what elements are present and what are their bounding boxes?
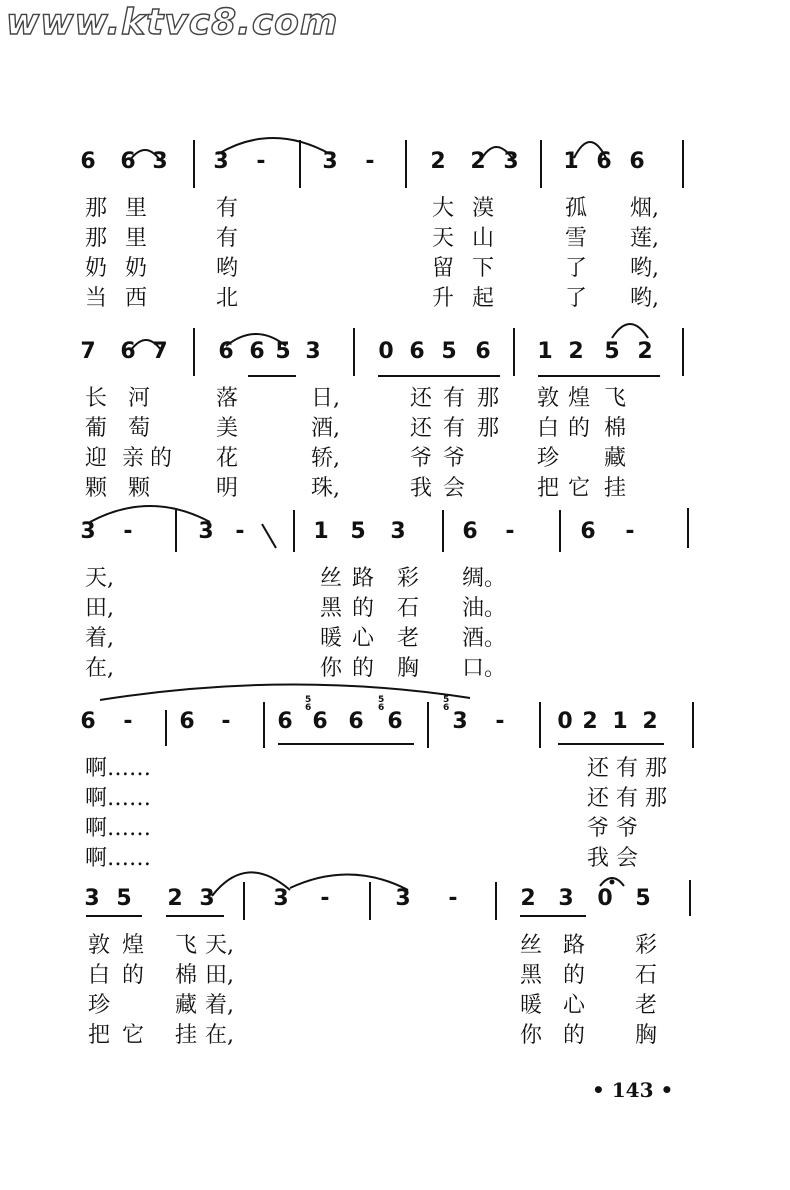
note: 1 [313,519,329,544]
note: - [448,886,458,911]
lyric-syllable: 的 [563,1023,586,1048]
note: 2 [582,709,598,734]
lyric-syllable: 石 [397,596,420,621]
lyric-syllable: 我 [410,476,433,501]
note: 6 [80,149,96,174]
note: - [495,709,505,734]
lyric-syllable: 河 [128,386,151,411]
lyric-syllable: 挂 [604,476,627,501]
note: 5 [350,519,366,544]
lyric-syllable: 把 [88,1023,111,1048]
lyric-syllable: 里 [125,196,148,221]
lyric-syllable: 敦 [88,933,111,958]
lyric-syllable: 西 [125,286,148,311]
lyric-syllable: 还 [587,786,610,811]
note: 3 [198,519,214,544]
grace-note: 56 [305,695,312,713]
lyric-syllable: 里 [125,226,148,251]
lyric-syllable: 飞 [175,933,198,958]
note: 5 [441,339,457,364]
note: 6 [580,519,596,544]
note: 6 [218,339,234,364]
lyric-syllable: 爷 [443,446,466,471]
lyric-syllable: 孤 [565,196,588,221]
lyric-syllable: 着, [205,993,234,1018]
lyric-syllable: 天, [85,566,114,591]
fermata-dot [610,880,615,885]
lyric-syllable: 我 [587,846,610,871]
note: 2 [167,886,183,911]
lyric-syllable: 敦 [537,386,560,411]
lyric-syllable: 下 [472,256,495,281]
lyric-syllable: 大 [432,196,455,221]
lyric-syllable: 酒, [311,416,340,441]
lyric-syllable: 暖 [320,626,343,651]
lyric-syllable: 老 [397,626,420,651]
note: 2 [642,709,658,734]
lyric-syllable: 石 [635,963,658,988]
lyric-syllable: 会 [443,476,466,501]
note: 3 [199,886,215,911]
lyric-syllable: 颗 [128,476,151,501]
note: 0 [378,339,394,364]
slur [574,142,606,158]
tie [212,872,290,896]
slur [130,150,160,160]
note: 2 [470,149,486,174]
lyric-syllable: 升 [432,286,455,311]
lyric-syllable: 煌 [122,933,145,958]
lyric-syllable: 哟, [630,286,659,311]
lyric-syllable: 莲, [630,226,659,251]
note: 3 [152,149,168,174]
lyric-syllable: 哟, [630,256,659,281]
lyric-syllable: 花 [216,446,239,471]
lyric-syllable: 油。 [462,596,507,621]
note: 6 [387,709,403,734]
slur [226,334,286,346]
lyric-syllable: 路 [352,566,375,591]
lyric-syllable: 那 [477,386,500,411]
lyric-syllable: 爷 [616,816,639,841]
lyric-syllable: 的 [563,963,586,988]
note: 6 [120,149,136,174]
lyric-syllable: 了 [565,286,588,311]
note: 3 [452,709,468,734]
note: - [505,519,515,544]
lyric-syllable: 把 [537,476,560,501]
note: 3 [305,339,321,364]
note: 6 [120,339,136,364]
lyric-syllable: 在, [85,656,114,681]
lyric-syllable: 酒。 [462,626,507,651]
lyric-syllable: 棉 [175,963,198,988]
lyric-syllable: 会 [616,846,639,871]
lyric-syllable: 那 [477,416,500,441]
lyric-syllable: 珍 [88,993,111,1018]
lyric-syllable: 天 [432,226,455,251]
note: 6 [629,149,645,174]
lyric-syllable: 当 [85,286,108,311]
lyric-syllable: 彩 [635,933,658,958]
lyric-syllable: 田, [85,596,114,621]
page-number: • 143 • [592,1078,674,1102]
note: - [365,149,375,174]
lyric-syllable: 起 [472,286,495,311]
note: 3 [395,886,411,911]
note: - [123,709,133,734]
lyric-syllable: 的 [568,416,591,441]
note: 6 [409,339,425,364]
lyric-syllable: 的 [150,446,173,471]
lyric-syllable: 绸。 [462,566,507,591]
note: 3 [390,519,406,544]
note: 3 [558,886,574,911]
lyric-syllable: 美 [216,416,239,441]
lyric-syllable: 它 [568,476,591,501]
lyric-syllable: 田, [205,963,234,988]
lyric-syllable: 珠, [311,476,340,501]
note: 1 [612,709,628,734]
note: 3 [84,886,100,911]
note: - [256,149,266,174]
lyric-syllable: 有 [443,386,466,411]
note: - [221,709,231,734]
lyric-syllable: 还 [587,756,610,781]
lyric-syllable: 在, [205,1023,234,1048]
lyric-syllable: 亲 [122,446,145,471]
lyric-syllable: 奶 [85,256,108,281]
lyric-syllable: 白 [537,416,560,441]
note: 5 [275,339,291,364]
lyric-syllable: 白 [88,963,111,988]
lyric-syllable: 藏 [175,993,198,1018]
lyric-syllable: 的 [352,596,375,621]
lyric-syllable: 明 [216,476,239,501]
lyric-syllable: 有 [216,196,239,221]
lyric-syllable: 胸 [397,656,420,681]
lyric-syllable: 还 [410,386,433,411]
lyric-syllable: 丝 [520,933,543,958]
note: - [123,519,133,544]
lyric-syllable: 心 [563,993,586,1018]
lyric-syllable: 你 [520,1023,543,1048]
grace-note: 56 [443,695,450,713]
lyric-syllable: 老 [635,993,658,1018]
lyric-syllable: 它 [122,1023,145,1048]
lyric-syllable: 烟, [630,196,659,221]
note: 6 [277,709,293,734]
note: 5 [635,886,651,911]
lyric-syllable: 有 [616,786,639,811]
note: 7 [80,339,96,364]
lyric-syllable: 那 [645,786,668,811]
lyric-syllable: 还 [410,416,433,441]
tie [90,506,210,522]
lyric-syllable: 有 [216,226,239,251]
lyric-syllable: 彩 [397,566,420,591]
note: 3 [273,886,289,911]
note: 1 [563,149,579,174]
note: 2 [430,149,446,174]
lyric-syllable: 北 [216,286,239,311]
lyric-syllable: 啊…… [85,816,152,841]
note: 2 [568,339,584,364]
lyric-syllable: 煌 [568,386,591,411]
note: - [235,519,245,544]
lyric-syllable: 爷 [410,446,433,471]
lyric-syllable: 漠 [472,196,495,221]
note: 5 [116,886,132,911]
note: 6 [80,709,96,734]
lyric-syllable: 心 [352,626,375,651]
lyric-syllable: 哟 [216,256,239,281]
lyric-syllable: 飞 [604,386,627,411]
lyric-syllable: 胸 [635,1023,658,1048]
lyric-syllable: 啊…… [85,846,152,871]
note: 3 [503,149,519,174]
tie [218,138,330,154]
lyric-syllable: 有 [616,756,639,781]
note: 6 [596,149,612,174]
lyric-syllable: 葡 [85,416,108,441]
lyric-syllable: 了 [565,256,588,281]
note: 3 [322,149,338,174]
lyric-syllable: 黑 [320,596,343,621]
lyric-syllable: 爷 [587,816,610,841]
slur [131,340,161,350]
slur [482,147,512,158]
lyric-syllable: 路 [563,933,586,958]
lyric-syllable: 那 [85,196,108,221]
lyric-syllable: 山 [472,226,495,251]
lyric-syllable: 着, [85,626,114,651]
lyric-syllable: 那 [645,756,668,781]
lyric-syllable: 有 [443,416,466,441]
note: 6 [348,709,364,734]
grace-note: 56 [378,695,385,713]
note: - [625,519,635,544]
lyric-syllable: 雪 [565,226,588,251]
lyric-syllable: 奶 [125,256,148,281]
note: 0 [557,709,573,734]
lyric-syllable: 你 [320,656,343,681]
lyric-syllable: 丝 [320,566,343,591]
note: 7 [152,339,168,364]
tie [290,874,408,890]
lyric-syllable: 那 [85,226,108,251]
lyric-syllable: 迎 [85,446,108,471]
lyric-syllable: 日, [311,386,340,411]
lyric-syllable: 黑 [520,963,543,988]
note: 6 [475,339,491,364]
lyric-syllable: 口。 [462,656,507,681]
note: 6 [312,709,328,734]
lyric-syllable: 挂 [175,1023,198,1048]
lyric-syllable: 颗 [85,476,108,501]
lyric-syllable: 的 [122,963,145,988]
slur [612,324,648,338]
lyric-syllable: 留 [432,256,455,281]
note: 6 [462,519,478,544]
note: - [320,886,330,911]
note: 1 [537,339,553,364]
lyric-syllable: 暖 [520,993,543,1018]
note: 6 [179,709,195,734]
lyric-syllable: 长 [85,386,108,411]
lyric-syllable: 藏 [604,446,627,471]
breath-mark [262,524,276,548]
lyric-syllable: 啊…… [85,786,152,811]
lyric-syllable: 珍 [537,446,560,471]
note: 3 [80,519,96,544]
note: 0 [597,886,613,911]
lyric-syllable: 的 [352,656,375,681]
lyric-syllable: 落 [216,386,239,411]
lyric-syllable: 棉 [604,416,627,441]
note: 3 [213,149,229,174]
lyric-syllable: 啊…… [85,756,152,781]
note: 2 [637,339,653,364]
lyric-syllable: 轿, [311,446,340,471]
lyric-syllable: 萄 [128,416,151,441]
watermark-logo: www.ktvc8.com [6,2,339,43]
lyric-syllable: 天, [205,933,234,958]
note: 6 [249,339,265,364]
note: 5 [604,339,620,364]
note: 2 [520,886,536,911]
tie [100,684,470,700]
